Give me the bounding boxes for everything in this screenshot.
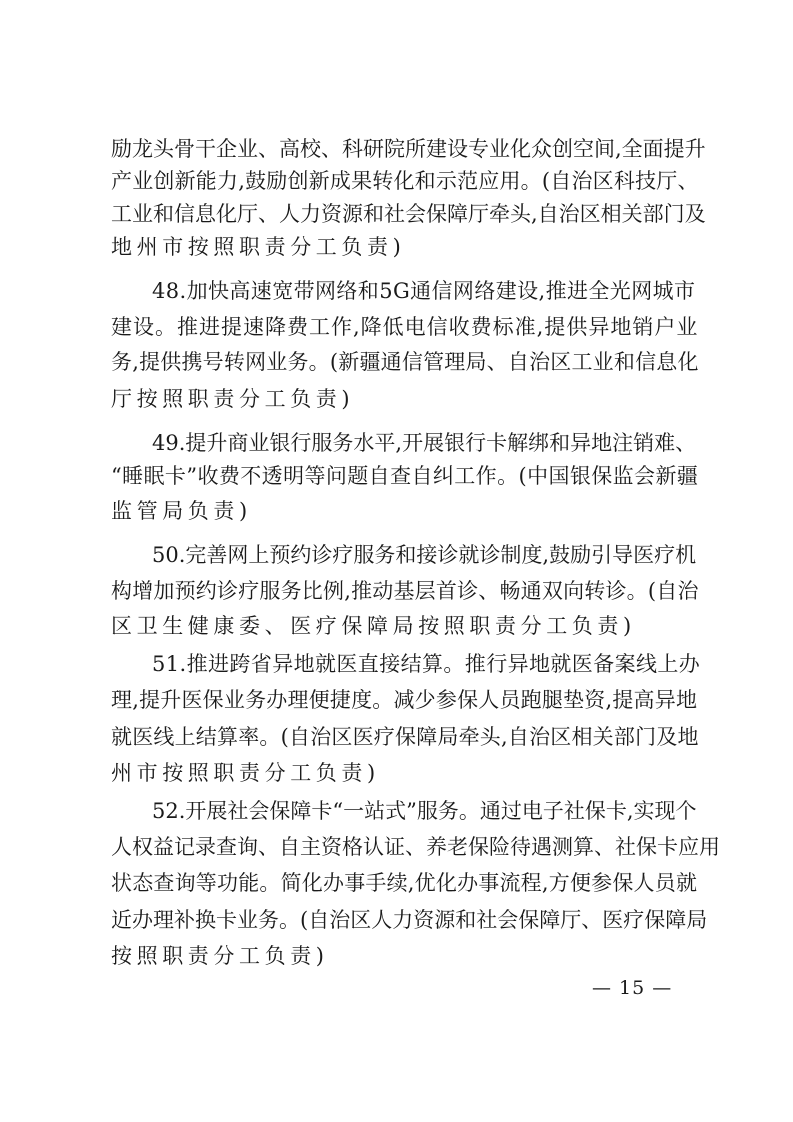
item-51-first-line: 51.推进跨省异地就医直接结算。推行异地就医备案线上办: [152, 652, 701, 676]
item-50-first-line: 50.完善网上预约诊疗服务和接诊就诊制度,鼓励引导医疗机: [152, 543, 697, 567]
text-line: 按照职责分工负责): [111, 944, 329, 968]
text-line: 励龙头骨干企业、高校、科研院所建设专业化众创空间,全面提升: [111, 137, 706, 161]
item-52-first-line: 52.开展社会保障卡“一站式”服务。通过电子社保卡,实现个: [152, 799, 697, 823]
text-line: 建设。推进提速降费工作,降低电信收费标准,提供异地销户业: [111, 315, 699, 339]
text-line: 状态查询等功能。简化办事手续,优化办事流程,方便参保人员就: [111, 871, 698, 895]
text-line: “睡眠卡”收费不透明等问题自查自纠工作。(中国银保监会新疆: [111, 464, 699, 488]
text-line: 厅按照职责分工负责): [111, 387, 355, 411]
text-line: 近办理补换卡业务。(自治区人力资源和社会保障厅、医疗保障局: [111, 908, 708, 932]
text-line: 理,提升医保业务办理便捷度。减少参保人员跑腿垫资,提高异地: [111, 688, 698, 712]
page-number: — 15 —: [592, 977, 673, 999]
text-line: 就医线上结算率。(自治区医疗保障局牵头,自治区相关部门及地: [111, 725, 699, 749]
text-line: 人权益记录查询、自主资格认证、养老保险待遇测算、社保卡应用: [111, 835, 720, 859]
text-line: 构增加预约诊疗服务比例,推动基层首诊、畅通双向转诊。(自治: [111, 579, 699, 603]
text-line: 州市按照职责分工负责): [111, 761, 380, 785]
text-line: 区卫生健康委、医疗保障局按照职责分工负责): [111, 614, 636, 638]
text-line: 产业创新能力,鼓励创新成果转化和示范应用。(自治区科技厅、: [111, 169, 699, 193]
text-line: 务,提供携号转网业务。(新疆通信管理局、自治区工业和信息化: [111, 350, 699, 374]
text-line: 监管局负责): [111, 499, 252, 523]
text-line: 工业和信息化厅、人力资源和社会保障厅牵头,自治区相关部门及: [111, 202, 706, 226]
item-49-first-line: 49.提升商业银行服务水平,开展银行卡解绑和异地注销难、: [152, 431, 697, 455]
text-line: 地州市按照职责分工负责): [111, 235, 406, 259]
item-48-first-line: 48.加快高速宽带网络和5G通信网络建设,推进全光网城市: [152, 279, 696, 303]
